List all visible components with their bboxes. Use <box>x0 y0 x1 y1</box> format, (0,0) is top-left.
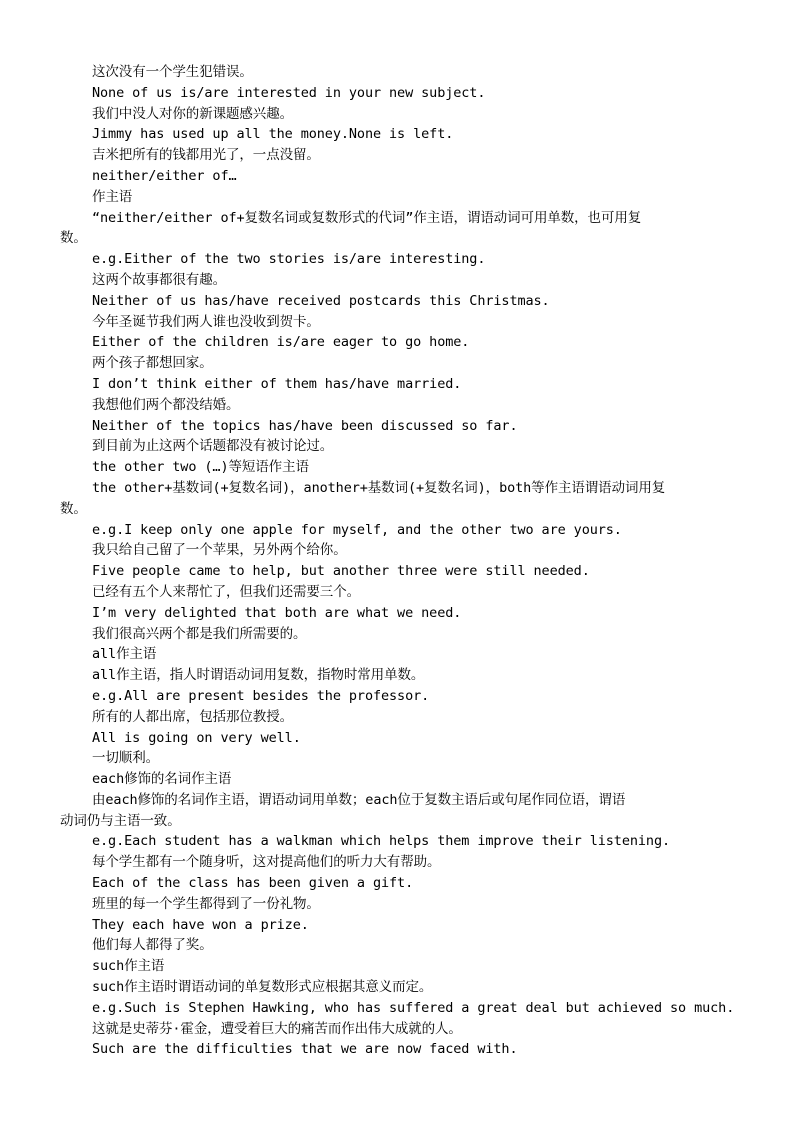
text-line: Either of the children is/are eager to go home. <box>92 334 470 351</box>
text-line: 他们每人都得了奖。 <box>92 937 213 954</box>
text-line: Such are the difficulties that we are now faced with. <box>92 1041 518 1058</box>
section-heading: all作主语 <box>92 646 157 663</box>
text-line: They each have won a prize. <box>92 916 309 933</box>
section-heading: each修饰的名词作主语 <box>92 771 232 788</box>
text-line: e.g.I keep only one apple for myself, and the other two are yours. <box>92 521 622 538</box>
text-line: 数。 <box>60 500 87 517</box>
text-line: 班里的每一个学生都得到了一份礼物。 <box>92 895 320 912</box>
text-line: all作主语，指人时谓语动词用复数，指物时常用单数。 <box>92 667 425 684</box>
text-line: e.g.Either of the two stories is/are interesting. <box>92 251 486 268</box>
text-line: All is going on very well. <box>92 729 301 746</box>
text-line: 我只给自己留了一个苹果，另外两个给你。 <box>92 542 347 559</box>
text-line: 我们中没人对你的新课题感兴趣。 <box>92 105 293 122</box>
text-line: None of us is/are interested in your new subject. <box>92 84 486 101</box>
text-line: I don’t think either of them has/have married. <box>92 375 462 392</box>
text-line: 我们很高兴两个都是我们所需要的。 <box>92 625 307 642</box>
text-line: 这次没有一个学生犯错误。 <box>92 64 253 80</box>
section-heading: such作主语 <box>92 958 165 975</box>
text-line: 每个学生都有一个随身听，这对提高他们的听力大有帮助。 <box>92 854 441 871</box>
text-line: 这两个故事都很有趣。 <box>92 271 226 288</box>
text-line: 到目前为止这两个话题都没有被讨论过。 <box>92 438 334 455</box>
section-heading: the other two (…)等短语作主语 <box>92 459 309 476</box>
text-line: 今年圣诞节我们两人谁也没收到贺卡。 <box>92 313 320 330</box>
text-line: Neither of us has/have received postcards this Christmas. <box>92 292 550 309</box>
text-line: Jimmy has used up all the money.None is left. <box>92 126 454 143</box>
text-line: “neither/either of+复数名词或复数形式的代词”作主语，谓语动词可用单数，也可用复 <box>92 209 642 226</box>
section-heading: 作主语 <box>92 188 133 205</box>
text-line: I’m very delighted that both are what we need. <box>92 604 462 621</box>
text-line: e.g.All are present besides the professor. <box>92 687 430 704</box>
text-line: Five people came to help, but another three were still needed. <box>92 563 590 580</box>
text-line: 两个孩子都想回家。 <box>92 355 213 372</box>
text-line: e.g.Each student has a walkman which helps them improve their listening. <box>92 833 670 850</box>
section-heading: neither/either of… <box>92 167 237 184</box>
text-line: Each of the class has been given a gift. <box>92 875 414 892</box>
text-line: 吉米把所有的钱都用光了，一点没留。 <box>92 147 320 164</box>
text-line: 已经有五个人来帮忙了，但我们还需要三个。 <box>92 583 360 600</box>
text-line: 我想他们两个都没结婚。 <box>92 396 240 413</box>
text-line: 数。 <box>60 230 87 247</box>
text-line: 一切顺利。 <box>92 750 159 767</box>
text-line: 所有的人都出席，包括那位教授。 <box>92 708 293 725</box>
text-line: Neither of the topics has/have been discussed so far. <box>92 417 518 434</box>
text-line: such作主语时谓语动词的单复数形式应根据其意义而定。 <box>92 979 433 996</box>
text-line: e.g.Such is Stephen Hawking, who has suffered a great deal but achieved so much. <box>92 999 735 1016</box>
text-line: 动词仍与主语一致。 <box>60 812 181 829</box>
text-line: the other+基数词(+复数名词)，another+基数词(+复数名词)，both等作主语谓语动词用复 <box>92 479 666 496</box>
text-line: 由each修饰的名词作主语，谓语动词用单数；each位于复数主语后或句尾作同位语，谓语 <box>92 791 626 808</box>
document-body <box>60 62 740 1060</box>
text-line: 这就是史蒂芬·霍金，遭受着巨大的痛苦而作出伟大成就的人。 <box>92 1020 462 1037</box>
